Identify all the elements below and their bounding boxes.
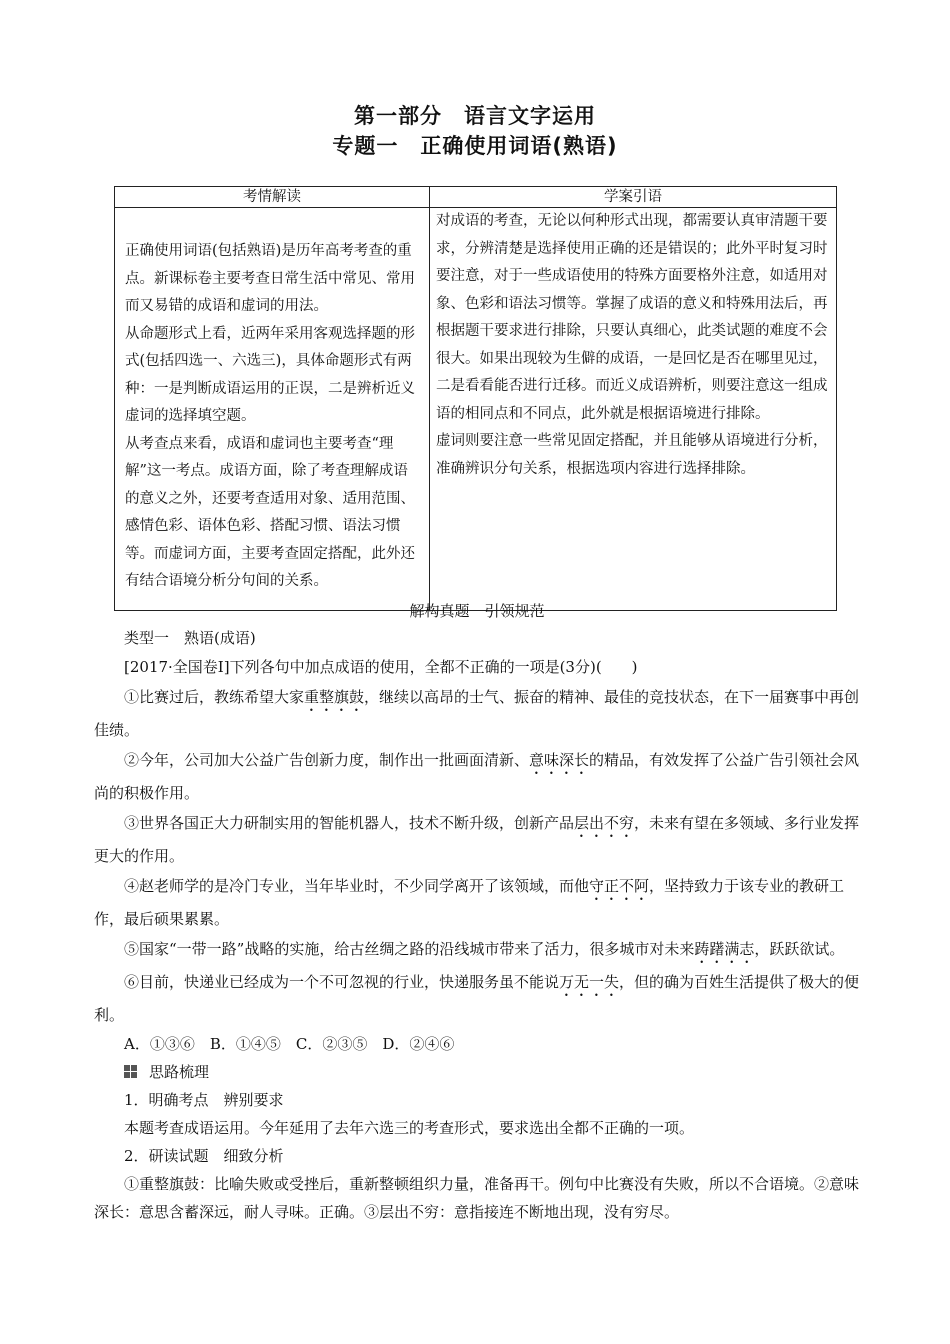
step-1-title: 1．明确考点 辨别要求 <box>124 1091 284 1109</box>
question-item-3: ③世界各国正大力研制实用的智能机器人，技术不断升级，创新产品层出不穷，未来有望在多领域、多行业发挥更大的作用。 <box>94 814 860 865</box>
analysis-paragraph: 从考查点来看，成语和虚词也主要考查“理解”这一考点。成语方面，除了考查理解成语的意义之外，还要考查适用对象、适用范围、感情色彩、语体色彩、搭配习惯、语法习惯等。而虚词方面，主要考查固定搭配，此外还有结合语境分析分句间的关系。 <box>125 435 415 589</box>
info-table-left-header: 考情解读 <box>115 187 430 208</box>
step-2-text: ①重整旗鼓：比喻失败或受挫后，重新整顿组织力量，准备再干。例句中比赛没有失败，所以不合语境。②意味深长：意思含蓄深远，耐人寻味。正确。③层出不穷：意指接连不断地出现，没有穷尽。 <box>94 1175 860 1221</box>
guide-paragraph: 对成语的考查，无论以何种形式出现，都需要认真审清题干要求，分辨清楚是选择使用正确的还是错误的；此外平时复习时要注意，对于一些成语使用的特殊方面要格外注意，如适用对象、色彩和语法习惯等。掌握了成语的意义和特殊用法后，再根据题干要求进行排除，只要认真细心，此类试题的难度不会很大。如果出现较为生僻的成语，一是回忆是否在哪里见过，二是看看能否进行迁移。而近义成语辨析，则要注意这一组成语的相同点和不同点，此外就是根据语境进行排除。 <box>436 213 828 422</box>
question-item-6: ⑥目前，快递业已经成为一个不可忽视的行业，快递服务虽不能说万无一失，但的确为百姓生活提供了极大的便利。 <box>94 973 860 1024</box>
marked-idiom: 守正不阿 <box>589 877 650 895</box>
answer-options: A．①③⑥ B．①④⑤ C．②③⑤ D．②④⑥ <box>124 1035 455 1053</box>
marked-idiom: 层出不穷 <box>574 814 635 832</box>
step-1-text: 本题考查成语运用。今年延用了去年六选三的考查形式，要求选出全都不正确的一项。 <box>124 1119 695 1137</box>
guide-paragraph: 虚词则要注意一些常见固定搭配，并且能够从语境进行分析，准确辨识分句关系，根据选项内容进行选择排除。 <box>436 433 828 477</box>
thinking-heading <box>94 1058 860 1086</box>
analysis-paragraph: 从命题形式上看，近两年采用客观选择题的形式(包括四选一、六选三)，具体命题形式有两种：一是判断成语运用的正误，二是辨析近义虚词的选择填空题。 <box>125 325 415 424</box>
type-label: 类型一 熟语(成语) <box>124 629 256 647</box>
part-title: 第一部分 语言文字运用 <box>354 104 596 128</box>
info-table-right-header: 学案引语 <box>430 187 837 208</box>
question-stem: [2017·全国卷Ⅰ]下列各句中加点成语的使用，全都不正确的一项是(3分)( ) <box>124 658 638 676</box>
info-table <box>114 186 837 611</box>
marked-idiom: 踌躇满志 <box>694 940 755 958</box>
marked-idiom: 意味深长 <box>529 751 590 769</box>
thinking-label: 思路梳理 <box>149 1063 210 1081</box>
marked-idiom: 重整旗鼓 <box>304 688 365 706</box>
question-item-5: ⑤国家“一带一路”战略的实施，给古丝绸之路的沿线城市带来了活力，很多城市对未来踌躇满志，跃跃欲试。 <box>124 940 845 958</box>
question-item-4: ④赵老师学的是冷门专业，当年毕业时，不少同学离开了该领域，而他守正不阿，坚持致力于该专业的教研工作，最后硕果累累。 <box>94 877 845 928</box>
guide-cell <box>430 208 837 611</box>
step-2-title: 2．研读试题 细致分析 <box>124 1147 284 1165</box>
question-item-2: ②今年，公司加大公益广告创新力度，制作出一批画面清新、意味深长的精品，有效发挥了公益广告引领社会风尚的积极作用。 <box>94 751 860 802</box>
analysis-paragraph: 正确使用词语(包括熟语)是历年高考考查的重点。新课标卷主要考查日常生活中常见、常用而又易错的成语和虚词的用法。 <box>125 243 415 314</box>
topic-title: 专题一 正确使用词语(熟语) <box>332 134 618 158</box>
section-heading: 解构真题 引领规范 <box>409 602 545 620</box>
marked-idiom: 万无一失 <box>559 973 620 991</box>
grid-square-icon <box>124 1065 137 1078</box>
question-section <box>94 598 860 1226</box>
analysis-cell <box>115 208 430 611</box>
question-item-1: ①比赛过后，教练希望大家重整旗鼓，继续以高昂的士气、振奋的精神、最佳的竞技状态，在下一届赛事中再创佳绩。 <box>94 688 860 739</box>
